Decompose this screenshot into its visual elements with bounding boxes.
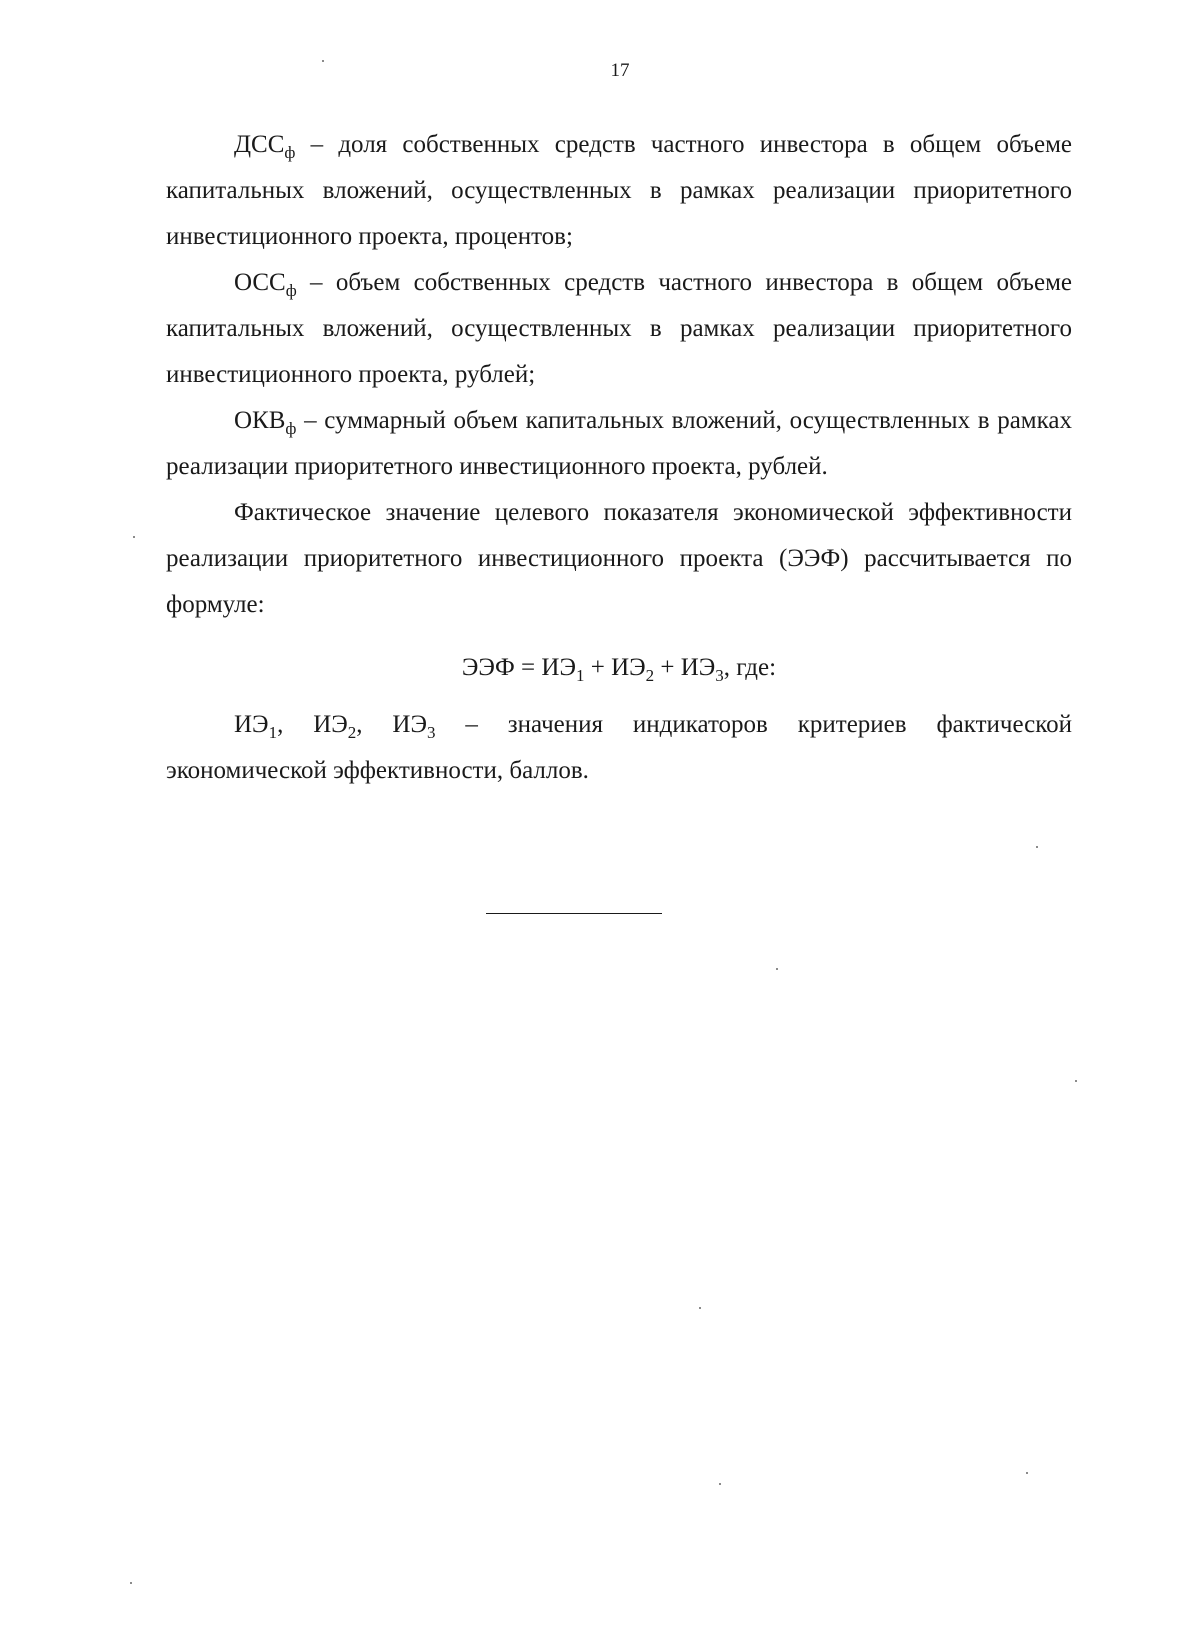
- explanation-subscript: 1: [268, 723, 278, 742]
- scan-speck: [130, 1582, 132, 1584]
- definition-dss: [166, 122, 1072, 260]
- definition-oss: [166, 260, 1072, 398]
- end-rule: [486, 913, 662, 914]
- formula-term: ИЭ: [541, 654, 576, 681]
- definition-subscript: ф: [285, 419, 297, 438]
- scan-speck: [776, 968, 778, 970]
- scan-speck: [322, 60, 324, 62]
- formula-plus: +: [584, 654, 612, 681]
- definition-text: – объем собственных средств частного инвестора в общем объеме капитальных вложений, осуществленных в рамках реализации приоритетного инвестиционного проекта, рублей;: [166, 269, 1072, 388]
- document-body: [166, 122, 1072, 794]
- scan-speck: [1075, 1080, 1077, 1082]
- explanation-paragraph: [166, 702, 1072, 794]
- definition-subscript: ф: [285, 281, 297, 300]
- definition-okv: [166, 398, 1072, 490]
- formula-subscript: 1: [575, 666, 585, 685]
- formula-term: ИЭ: [680, 654, 716, 681]
- formula-subscript: 2: [645, 666, 655, 685]
- explanation-subscript: 3: [426, 723, 436, 742]
- definition-text: – суммарный объем капитальных вложений, осуществленных в рамках реализации приоритетного инвестиционного проекта, рублей.: [166, 407, 1072, 480]
- explanation-term: ИЭ: [313, 711, 348, 738]
- scan-speck: [699, 1307, 701, 1309]
- scan-speck: [1036, 846, 1038, 848]
- definition-symbol: ОСС: [234, 269, 286, 296]
- scan-speck: [719, 1483, 721, 1485]
- formula-plus: +: [654, 654, 681, 681]
- explanation-subscript: 2: [347, 723, 357, 742]
- definition-symbol: ДСС: [234, 131, 285, 158]
- formula-subscript: 3: [715, 666, 724, 685]
- definition-subscript: ф: [284, 143, 296, 162]
- page-number: 17: [610, 60, 630, 81]
- formula-term: ИЭ: [611, 654, 646, 681]
- explanation-text: – значения индикаторов критериев фактической экономической эффективности, баллов.: [166, 711, 1073, 784]
- formula-tail: , где:: [723, 654, 777, 681]
- explanation-term: ИЭ: [392, 711, 427, 738]
- explanation-separator: ,: [277, 711, 314, 738]
- definition-text: – доля собственных средств частного инвестора в общем объеме капитальных вложений, осуществленных в рамках реализации приоритетного инвестиционного проекта, процентов;: [166, 131, 1072, 250]
- scan-speck: [1026, 1472, 1028, 1474]
- definition-symbol: ОКВ: [234, 407, 286, 434]
- formula: [166, 644, 1072, 692]
- intro-paragraph: Фактическое значение целевого показателя экономической эффективности реализации приоритетного инвестиционного проекта (ЭЭФ) рассчитывается по формуле:: [166, 499, 1072, 618]
- scan-speck: [133, 536, 135, 538]
- explanation-term: ИЭ: [234, 711, 269, 738]
- explanation-separator: ,: [356, 711, 393, 738]
- formula-lhs: ЭЭФ =: [461, 654, 542, 681]
